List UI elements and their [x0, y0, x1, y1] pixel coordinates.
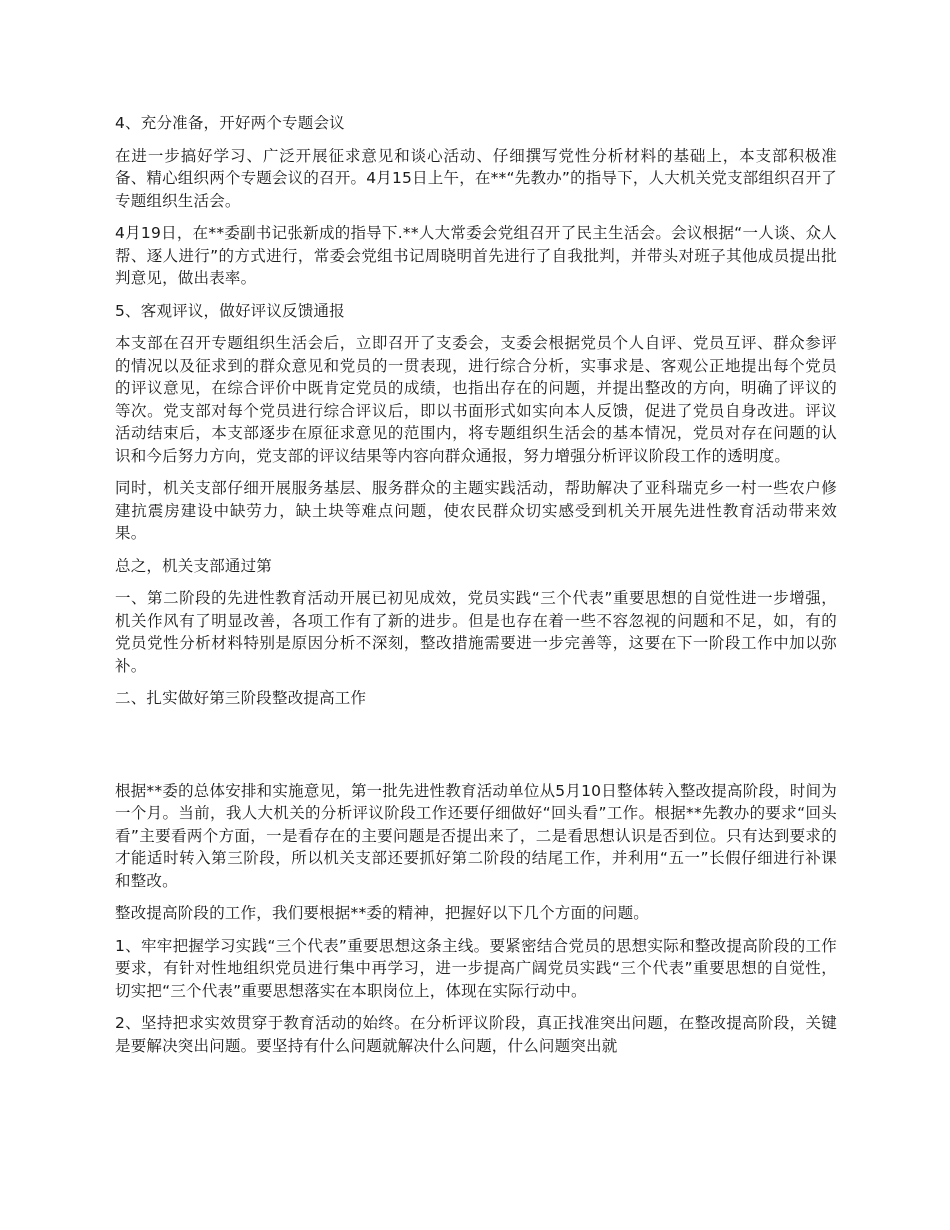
- paragraph-point-2: 2、坚持把求实效贯穿于教育活动的始终。在分析评议阶段，真正找准突出问题，在整改提高阶段，关键是要解决突出问题。要坚持有什么问题就解决什么问题，什么问题突出就: [115, 1014, 837, 1055]
- section-meetings-heading: 4、充分准备，开好两个专题会议: [115, 114, 345, 132]
- paragraph-service: 同时，机关支部仔细开展服务基层、服务群众的主题实践活动，帮助解决了亚科瑞克乡一村一些农户修建抗震房建设中缺劳力，缺土块等难点问题，使农民群众切实感受到机关开展先进性教育活动带来效果。: [115, 479, 837, 542]
- paragraph-evaluation: 本支部在召开专题组织生活会后，立即召开了支委会，支委会根据党员个人自评、党员互评、群众参评的情况以及征求到的群众意见和党员的一贯表现，进行综合分析，实事求是、客观公正地提出每个党员的评议意见，在综合评价中既肯定党员的成绩，也指出存在的问题，并提出整改的方向，明确了评议的等次。党支部对每个党员进行综合评议后，即以书面形式如实向本人反馈，促进了党员自身改进。评议活动结束后，本支部逐步在原征求意见的范围内，将专题组织生活会的基本情况，党员对存在问题的认识和今后努力方向，党支部的评议结果等内容向群众通报，努力增强分析评议阶段工作的透明度。: [115, 334, 837, 465]
- paragraph-preparation: 在进一步搞好学习、广泛开展征求意见和谈心活动、仔细撰写党性分析材料的基础上，本支部积极准备、精心组织两个专题会议的召开。4月15日上午，在**“先教办”的指导下，人大机关党支部组织召开了专题组织生活会。: [115, 146, 837, 210]
- paragraph-rectification-intro: 整改提高阶段的工作，我们要根据**委的精神，把握好以下几个方面的问题。: [115, 904, 650, 922]
- section-rectification-heading: 二、扎实做好第三阶段整改提高工作: [115, 689, 367, 707]
- document-body: [115, 112, 837, 1067]
- section-gap: [115, 720, 837, 780]
- paragraph-schedule: 根据**委的总体安排和实施意见，第一批先进性教育活动单位从5月10日整体转入整改提高阶段，时间为一个月。当前，我人大机关的分析评议阶段工作还要仔细做好“回头看”工作。根据**先教办的要求“回头看”主要看两个方面，一是看存在的主要问题是否提出来了，二是看思想认识是否到位。只有达到要求的才能适时转入第三阶段，所以机关支部还要抓好第二阶段的结尾工作，并利用“五一”长假仔细进行补课和整改。: [115, 781, 837, 890]
- paragraph-point-1: 1、牢牢把握学习实践“三个代表”重要思想这条主线。要紧密结合党员的思想实际和整改提高阶段的工作要求，有针对性地组织党员进行集中再学习，进一步提高广阔党员实践“三个代表”重要思想的自觉性，切实把“三个代表”重要思想落实在本职岗位上，体现在实际行动中。: [115, 936, 837, 1000]
- summary-line: 总之，机关支部通过第: [115, 556, 273, 575]
- paragraph-results: 一、第二阶段的先进性教育活动开展已初见成效，党员实践“三个代表”重要思想的自觉性进一步增强，机关作风有了明显改善，各项工作有了新的进步。但是也存在着一些不容忽视的问题和不足，如，有的党员党性分析材料特别是原因分析不深刻，整改措施需要进一步完善等，这要在下一阶段工作中加以弥补。: [115, 589, 837, 675]
- section-evaluation-heading: 5、客观评议，做好评议反馈通报: [115, 301, 345, 320]
- paragraph-april-19: 4月19日，在**委副书记张新成的指导下.**人大常委会党组召开了民主生活会。会议根据“一人谈、众人帮、逐人进行”的方式进行，常委会党组书记周晓明首先进行了自我批判，并带头对班子其他成员提出批判意见，做出表率。: [115, 224, 837, 287]
